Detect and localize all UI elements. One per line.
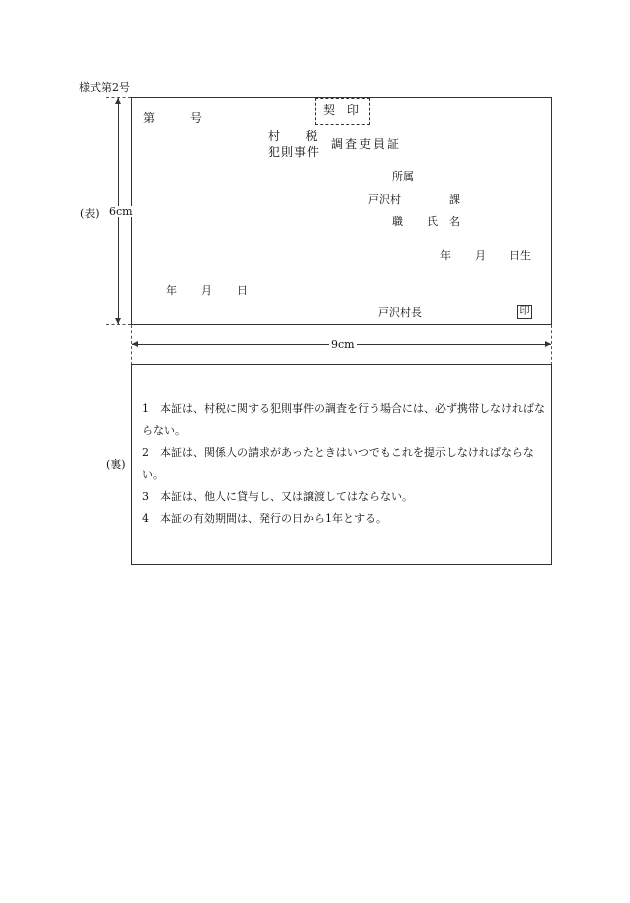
official-seal-icon: 印: [517, 305, 532, 319]
title-line-2: 犯則事件: [268, 145, 321, 159]
height-arrow-bottom-icon: [115, 318, 121, 324]
height-arrow-top-icon: [115, 98, 121, 104]
birth-month-label: 月: [475, 249, 486, 262]
height-guide-bottom: [106, 324, 131, 325]
birth-day-label: 日生: [509, 249, 531, 262]
width-guide-right: [551, 325, 552, 365]
back-note-2: 2 本証は、関係人の請求があったときはいつでもこれを提示しなければならない。: [142, 446, 534, 481]
back-note-3: 3 本証は、他人に貸与し、又は譲渡してはならない。: [142, 490, 413, 503]
height-label: 6cm: [109, 205, 133, 218]
contract-stamp-label: 契 印: [323, 103, 360, 117]
back-notes: [142, 398, 547, 530]
back-note-1: 1 本証は、村税に関する犯則事件の調査を行う場合には、必ず携帯しなければならない。: [142, 402, 545, 437]
title-main: 調査吏員証: [331, 137, 402, 151]
front-side-label: (表): [80, 207, 100, 220]
issue-month-label: 月: [201, 284, 212, 297]
number-label-dai: 第: [143, 111, 156, 125]
front-card: [131, 97, 552, 325]
width-arrow-right-icon: [545, 341, 551, 347]
birth-year-label: 年: [440, 249, 451, 262]
issuer-label: 戸沢村長: [378, 306, 422, 319]
affiliation-label: 所属: [392, 170, 414, 183]
issue-year-label: 年: [166, 284, 177, 297]
number-label-go: 号: [190, 111, 203, 125]
village-label: 戸沢村: [368, 193, 401, 206]
back-note-4: 4 本証の有効期間は、発行の日から1年とする。: [142, 512, 387, 525]
job-title-label: 職: [392, 215, 403, 228]
section-label: 課: [449, 193, 460, 206]
back-side-label: (裏): [106, 458, 126, 471]
width-arrow-left-icon: [132, 341, 138, 347]
width-label: 9cm: [331, 338, 355, 351]
issue-day-label: 日: [237, 284, 248, 297]
title-line-1: 村 税: [268, 129, 319, 143]
name-label: 氏 名: [427, 215, 460, 228]
form-number: 様式第2号: [79, 81, 130, 94]
